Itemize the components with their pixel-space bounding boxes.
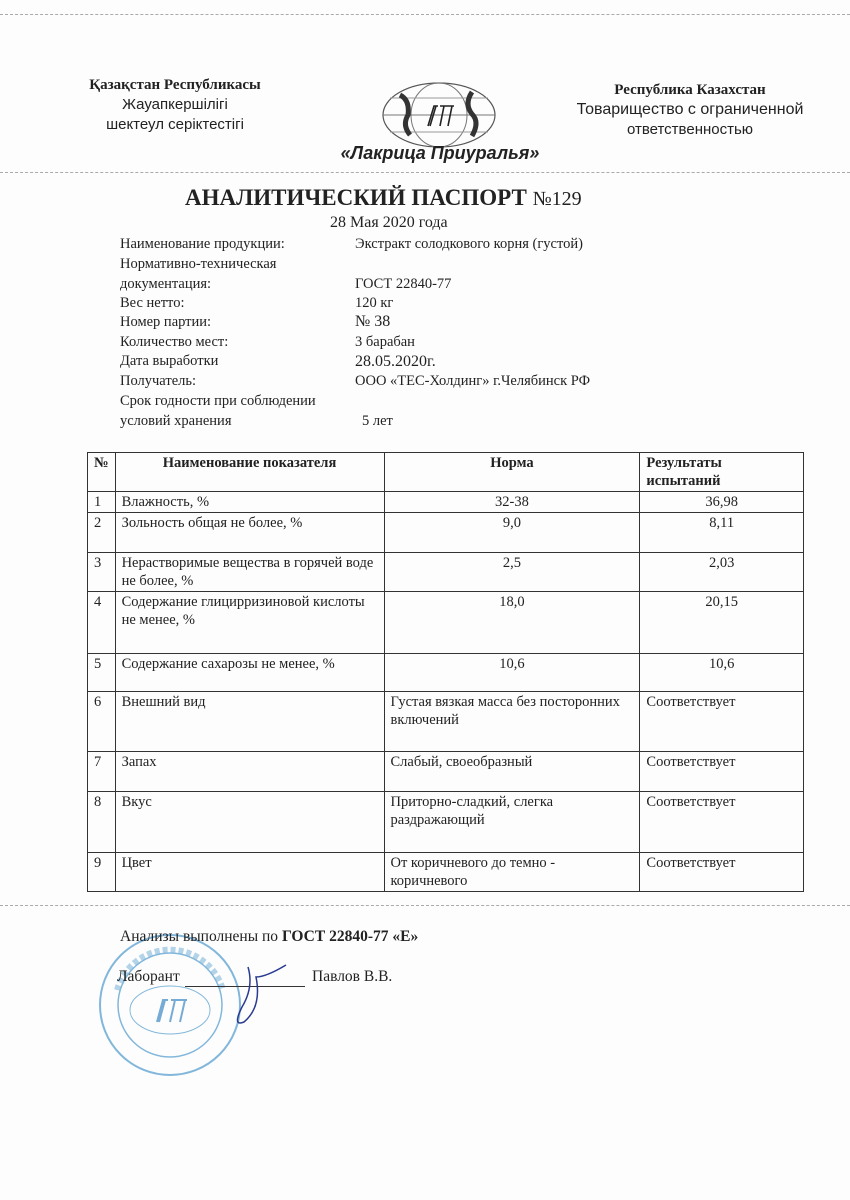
footer-rule bbox=[0, 905, 850, 906]
analysis-prefix: Анализы выполнены по bbox=[120, 928, 282, 945]
row-number-cell: 8 bbox=[88, 792, 116, 853]
indicator-name-cell: Содержание глицирризиновой кислоты не менее, % bbox=[115, 592, 384, 654]
indicator-name-cell: Зольность общая не более, % bbox=[115, 513, 384, 553]
header-right-line: ответственностью bbox=[626, 121, 754, 138]
result-cell: 10,6 bbox=[640, 654, 804, 692]
result-cell: Соответствует bbox=[640, 692, 804, 752]
indicator-name-cell: Цвет bbox=[115, 853, 384, 892]
table-row bbox=[88, 692, 804, 752]
analysis-note bbox=[120, 928, 418, 946]
info-value: № 38 bbox=[355, 313, 391, 330]
info-value: 120 кг bbox=[355, 295, 394, 311]
norm-cell: Густая вязкая масса без посторонних включений bbox=[384, 692, 640, 752]
table-row bbox=[88, 553, 804, 592]
table-row bbox=[88, 513, 804, 553]
row-number-cell: 9 bbox=[88, 853, 116, 892]
passport-number: №129 bbox=[532, 188, 582, 210]
info-value: Экстракт солодкового корня (густой) bbox=[355, 236, 583, 252]
norm-cell: 9,0 bbox=[384, 513, 640, 553]
row-number-cell: 5 bbox=[88, 654, 116, 692]
row-number-cell: 4 bbox=[88, 592, 116, 654]
table-row bbox=[88, 792, 804, 853]
info-label: Номер партии: bbox=[120, 314, 212, 330]
header-left-line: Жауапкершілігі bbox=[122, 96, 228, 113]
table-row bbox=[88, 853, 804, 892]
title-text: АНАЛИТИЧЕСКИЙ ПАСПОРТ bbox=[185, 185, 527, 210]
norm-cell: От коричневого до темно - коричневого bbox=[384, 853, 640, 892]
analysis-standard: ГОСТ 22840-77 «Е» bbox=[281, 928, 419, 945]
indicator-name-cell: Нерастворимые вещества в горячей воде не более, % bbox=[115, 553, 384, 592]
norm-cell: 2,5 bbox=[384, 553, 640, 592]
info-label: Вес нетто: bbox=[120, 295, 185, 311]
indicators-table bbox=[87, 452, 804, 892]
info-value: ГОСТ 22840-77 bbox=[355, 276, 452, 292]
table-row bbox=[88, 654, 804, 692]
info-value: 3 барабан bbox=[355, 334, 415, 350]
document-title bbox=[185, 184, 582, 213]
info-value: 28.05.2020г. bbox=[355, 353, 436, 370]
info-value: 5 лет bbox=[362, 413, 393, 429]
column-header: Результаты испытаний bbox=[640, 453, 804, 492]
indicator-name-cell: Внешний вид bbox=[115, 692, 384, 752]
result-cell: 20,15 bbox=[640, 592, 804, 654]
info-label: Дата выработки bbox=[120, 353, 219, 369]
column-header: № bbox=[88, 453, 116, 492]
top-rule bbox=[0, 14, 850, 15]
header-left bbox=[45, 75, 305, 135]
norm-cell: Приторно-сладкий, слегка раздражающий bbox=[384, 792, 640, 853]
row-number-cell: 2 bbox=[88, 513, 116, 553]
info-value: ООО «ТЕС-Холдинг» г.Челябинск РФ bbox=[355, 373, 591, 389]
row-number-cell: 6 bbox=[88, 692, 116, 752]
header-left-line: шектеул серіктестігі bbox=[106, 116, 244, 133]
result-cell: 8,11 bbox=[640, 513, 804, 553]
info-label: Срок годности при соблюдении условий хранения bbox=[120, 393, 316, 429]
row-number-cell: 1 bbox=[88, 492, 116, 513]
info-label: Количество мест: bbox=[120, 334, 229, 350]
company-name: «Лакрица Приуралья» bbox=[340, 143, 540, 163]
indicator-name-cell: Содержание сахарозы не менее, % bbox=[115, 654, 384, 692]
result-cell: Соответствует bbox=[640, 792, 804, 853]
result-cell: 36,98 bbox=[640, 492, 804, 513]
indicator-name-cell: Влажность, % bbox=[115, 492, 384, 513]
header-right-line: Товарищество с ограниченной bbox=[576, 101, 804, 118]
result-cell: Соответствует bbox=[640, 853, 804, 892]
result-cell: 2,03 bbox=[640, 553, 804, 592]
info-label: Получатель: bbox=[120, 373, 197, 389]
table-row bbox=[88, 592, 804, 654]
header-right-line: Республика Казахстан bbox=[614, 82, 766, 98]
info-label: Нормативно-техническая документация: bbox=[120, 256, 277, 292]
signature-icon bbox=[220, 955, 290, 1035]
row-number-cell: 3 bbox=[88, 553, 116, 592]
norm-cell: 18,0 bbox=[384, 592, 640, 654]
header-rule bbox=[0, 172, 850, 173]
result-cell: Соответствует bbox=[640, 752, 804, 792]
document-date: 28 Мая 2020 года bbox=[330, 214, 448, 231]
lab-name: Павлов В.В. bbox=[312, 968, 393, 985]
lab-label: Лаборант bbox=[117, 968, 180, 985]
row-number-cell: 7 bbox=[88, 752, 116, 792]
norm-cell: 10,6 bbox=[384, 654, 640, 692]
header-right bbox=[545, 80, 835, 140]
norm-cell: Слабый, своеобразный bbox=[384, 752, 640, 792]
indicator-name-cell: Вкус bbox=[115, 792, 384, 853]
info-label: Наименование продукции: bbox=[120, 236, 285, 252]
table-header-row bbox=[88, 453, 804, 492]
table-row bbox=[88, 492, 804, 513]
indicator-name-cell: Запах bbox=[115, 752, 384, 792]
table-row bbox=[88, 752, 804, 792]
column-header: Норма bbox=[384, 453, 640, 492]
norm-cell: 32-38 bbox=[384, 492, 640, 513]
company-logo-globe-icon bbox=[380, 80, 498, 150]
header-left-line: Қазақстан Республикасы bbox=[89, 77, 261, 93]
column-header: Наименование показателя bbox=[115, 453, 384, 492]
